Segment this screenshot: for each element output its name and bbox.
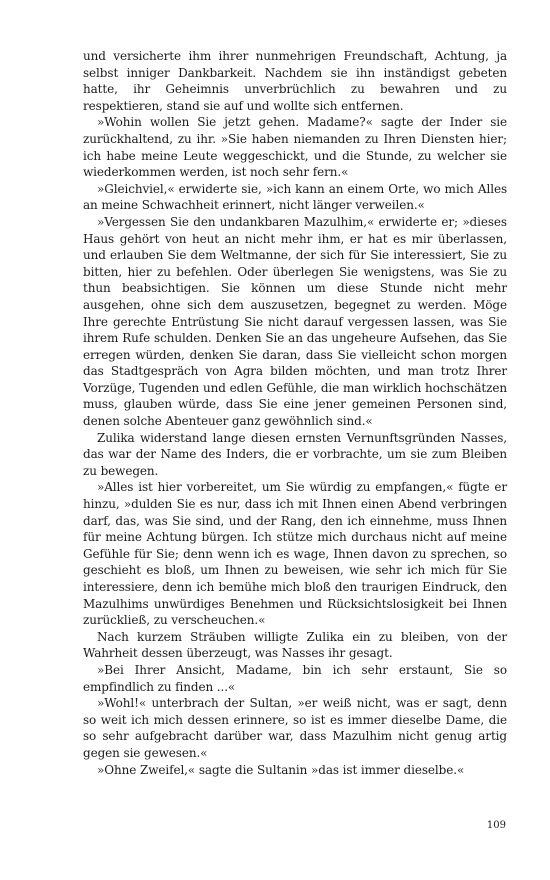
paragraph: »Alles ist hier vorbereitet, um Sie würdig zu empfangen,« fügte er hinzu, »dulden Sie es nur, dass ich mit Ihnen einen Abend verbringen darf, das, was Sie sind, und der Rang, den ich einnehme, muss Ihnen für meine Achtung bürgen. Ich stütze mich durchaus nicht auf meine Gefühle für Sie; denn wenn ich es wage, Ihnen davon zu sprechen, so geschieht es bloß, um Ihnen zu beweisen, wie sehr ich mich für Sie interessiere, denn ich bemühe mich bloß den traurigen Eindruck, den Mazulhims unwürdiges Benehmen und Rücksichtslosigkeit bei Ihnen zurückließ, zu verscheuchen.« <box>83 480 507 628</box>
paragraph: »Bei Ihrer Ansicht, Madame, bin ich sehr erstaunt, Sie so empfindlich zu finden ...« <box>83 662 507 694</box>
paragraph: »Vergessen Sie den undankbaren Mazulhim,« erwiderte er; »dieses Haus gehört von heut an nicht mehr ihm, er hat es mir überlassen, und erlauben Sie dem Weltmanne, der sich für Sie interessiert, Sie zu bitten, hier zu befehlen. Oder überlegen Sie wenigstens, was Sie zu thun beabsichtigen. Sie können um diese Stunde nicht mehr ausgehen, ohne sich dem auszusetzen, begegnet zu werden. Möge Ihre gerechte Entrüstung Sie nicht darauf vergessen lassen, was Sie ihrem Rufe schulden. Denken Sie an das ungeheure Aufsehen, das Sie erregen würden, denken Sie daran, dass Sie vielleicht schon morgen das Stadtgespräch von Agra bilden möchten, und man trotz Ihrer Vorzüge, Tugenden und edlen Gefühle, die man wirklich hochschätzen muss, glauben würde, dass Sie eine jener gemeinen Personen sind, denen solche Abenteuer ganz gewöhnlich sind.« <box>83 214 507 429</box>
paragraph: Zulika widerstand lange diesen ernsten Vernunftsgründen Nasses, das war der Name des Inders, die er vorbrachte, um sie zum Bleiben zu bewegen. <box>83 430 507 478</box>
paragraph: Nach kurzem Sträuben willigte Zulika ein zu bleiben, von der Wahrheit dessen überzeugt, was Nasses ihr gesagt. <box>83 629 507 661</box>
paragraph: »Wohl!« unterbrach der Sultan, »er weiß nicht, was er sagt, denn so weit ich mich dessen erinnere, so ist es immer dieselbe Dame, die so sehr aufgebracht darüber war, dass Mazulhim nicht genug artig gegen sie gewesen.« <box>83 696 507 760</box>
page-number: 109 <box>486 820 506 831</box>
paragraph: und versicherte ihm ihrer nunmehrigen Freundschaft, Achtung, ja selbst inniger Dankbarkeit. Nachdem sie ihn inständigst gebeten hatte, ihr Geheimnis unverbrüchlich zu bewahren und zu respektieren, stand sie auf und wollte sich entfernen. <box>83 49 507 113</box>
paragraph: »Ohne Zweifel,« sagte die Sultanin »das ist immer dieselbe.« <box>97 762 465 777</box>
body-text <box>83 48 507 778</box>
paragraph: »Wohin wollen Sie jetzt gehen. Madame?« sagte der Inder sie zurückhaltend, zu ihr. »Sie haben niemanden zu Ihren Diensten hier; ich habe meine Leute weggeschickt, und die Stunde, zu welcher sie wiederkommen werden, ist noch sehr fern.« <box>83 115 507 180</box>
paragraph: »Gleichviel,« erwiderte sie, »ich kann an einem Orte, wo mich Alles an meine Schwachheit erinnert, nicht länger verweilen.« <box>83 181 507 213</box>
